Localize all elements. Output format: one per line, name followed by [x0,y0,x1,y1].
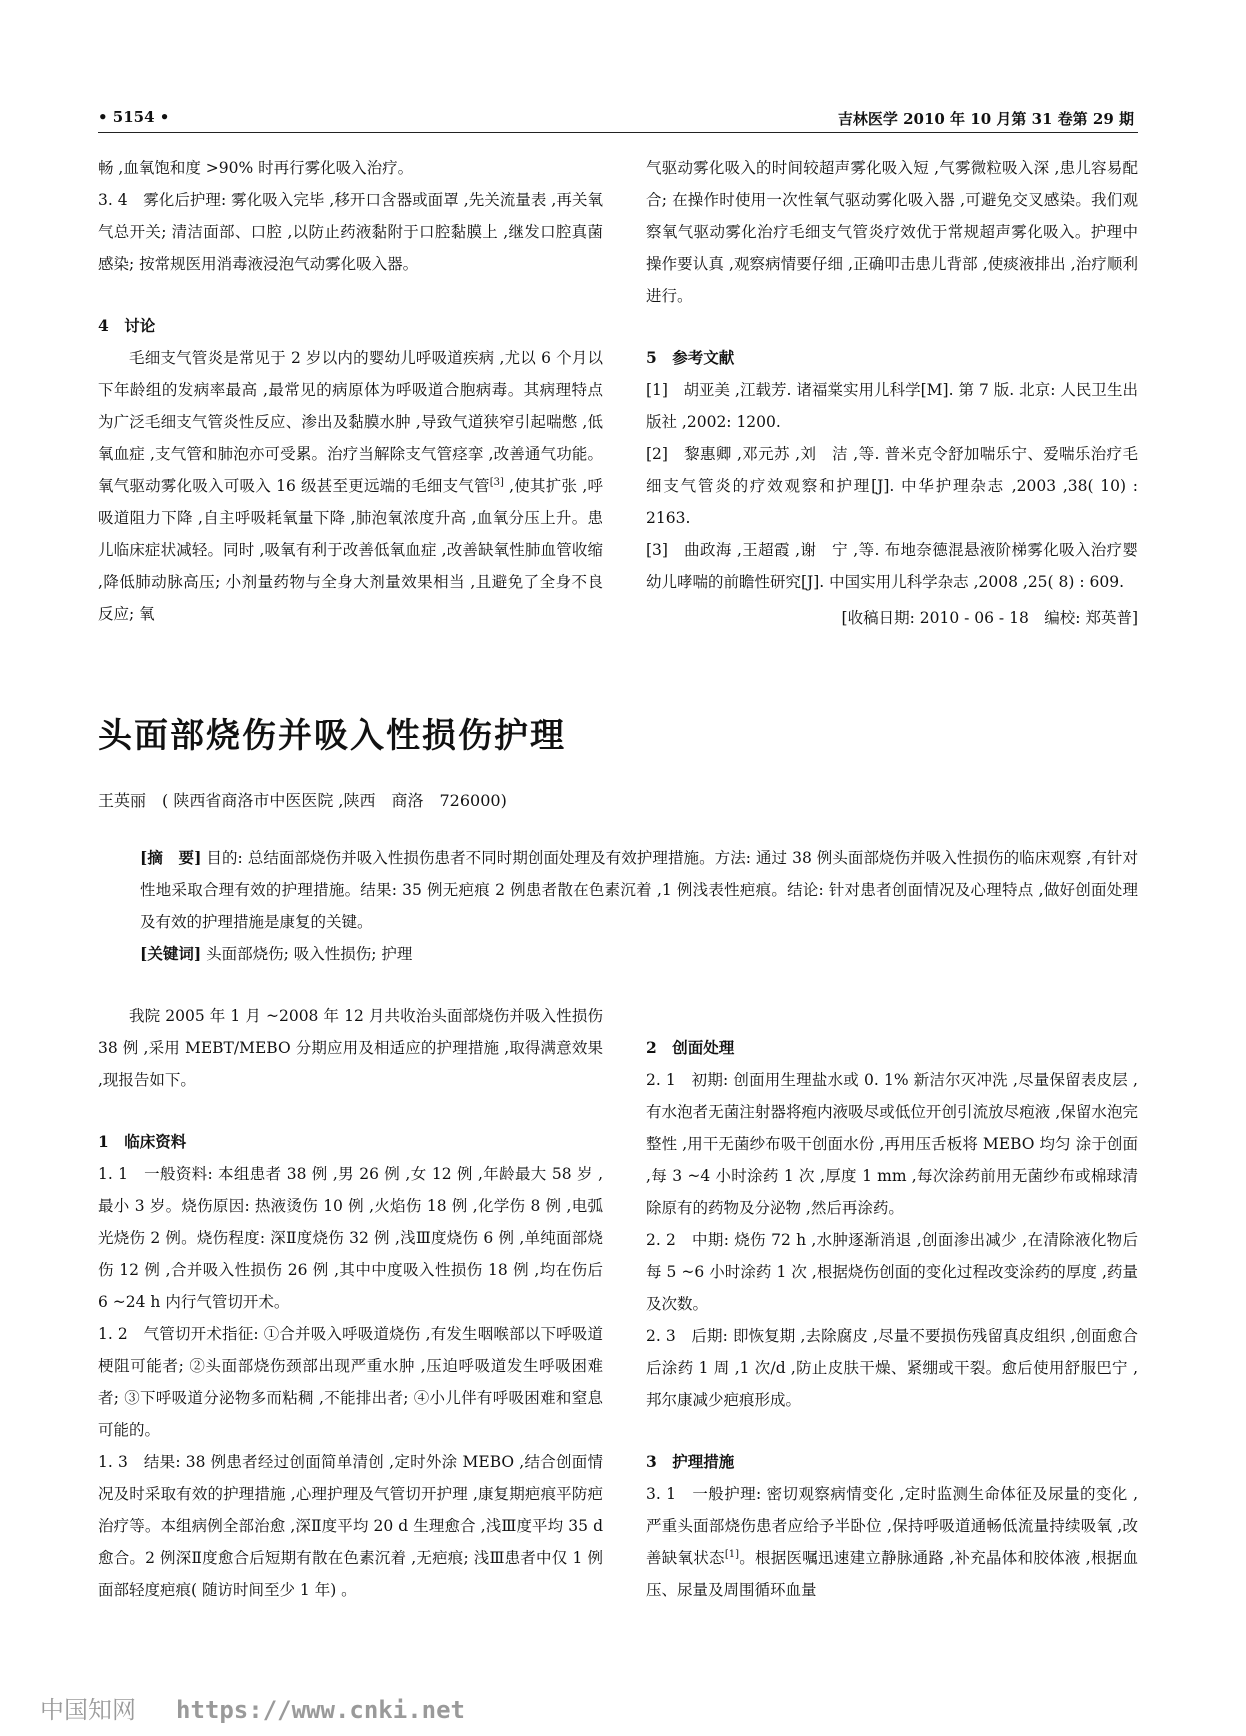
journal-info: 吉林医学 2010 年 10 月第 31 卷第 29 期 [837,110,1134,128]
citation: [1] [724,1548,739,1560]
section-heading: 4 讨论 [98,316,156,335]
reference-item: [1] 胡亚美 ,江载芳. 诸福棠实用儿科学[M]. 第 7 版. 北京: 人民卫生出版社 ,2002: 1200. [646,381,1138,431]
article-authors: 王英丽 ( 陕西省商洛市中医医院 ,陕西 商洛 726000) [98,791,507,810]
article-left-column [98,1000,603,1606]
article-title: 头面部烧伤并吸入性损伤护理 [98,716,566,756]
keywords-label: [关键词] [140,944,202,963]
abstract: [摘 要] 目的: 总结面部烧伤并吸入性损伤患者不同时期创面处理及有效护理措施。方法: 通过 38 例头面部烧伤并吸入性损伤的临床观察 ,有针对性地采取合理有效的护理措施。结果: 35 例无疤痕 2 例患者散在色素沉着 ,1 例浅表性疤痕。结论: 针对患者创面情况及心理特点 ,做好创面处理及有效的护理措施是康复的关键。 [140,848,1138,931]
paragraph: 气驱动雾化吸入的时间较超声雾化吸入短 ,气雾微粒吸入深 ,患儿容易配合; 在操作时使用一次性氧气驱动雾化吸入器 ,可避免交叉感染。我们观察氧气驱动雾化治疗毛细支气管炎疗效优于常规超声雾化吸入。护理中操作要认真 ,观察病情要仔细 ,正确叩击患儿背部 ,使痰液排出 ,治疗顺利进行。 [646,159,1138,305]
paragraph: 畅 ,血氧饱和度 >90% 时再行雾化吸入治疗。 [98,159,414,177]
section-heading: 3 护理措施 [646,1452,735,1471]
section-heading: 1 临床资料 [98,1132,187,1151]
references-heading: 5 参考文献 [646,348,735,367]
paragraph: 1. 2 气管切开术指征: ①合并吸入呼吸道烧伤 ,有发生咽喉部以下呼吸道梗阻可能者; ②头面部烧伤颈部出现严重水肿 ,压迫呼吸道发生呼吸困难者; ③下呼吸道分泌物多而粘稠 ,不能排出者; ④小儿伴有呼吸困难和窒息可能的。 [98,1325,603,1439]
abstract-block [140,842,1138,970]
paragraph: 3. 1 一般护理: 密切观察病情变化 ,定时监测生命体征及尿量的变化 ,严重头面部烧伤患者应给予半卧位 ,保持呼吸道通畅低流量持续吸氧 ,改善缺氧状态[1]。根据医嘱迅速建立静脉通路 ,补充晶体和胶体液 ,根据血压、尿量及周围循环血量 [646,1485,1138,1599]
header-rule [98,132,1138,133]
watermark-site: 中国知网 [40,1696,136,1724]
keywords: [关键词] 头面部烧伤; 吸入性损伤; 护理 [140,944,413,963]
paragraph: 2. 1 初期: 创面用生理盐水或 0. 1% 新洁尔灭冲洗 ,尽量保留表皮层 ,有水泡者无菌注射器将疱内液吸尽或低位开创引流放尽疱液 ,保留水泡完整性 ,用干无菌纱布吸干创面水份 ,再用压舌板将 MEBO 均匀 涂于创面 ,每 3 ~4 小时涂药 1 次 ,厚度 1 mm ,每次涂药前用无菌纱布或棉球清除原有的药物及分泌物 ,然后再涂药。 [646,1071,1138,1217]
prev-article-right-column [646,152,1138,634]
paragraph: 2. 2 中期: 烧伤 72 h ,水肿逐渐消退 ,创面渗出减少 ,在清除液化物后每 5 ~6 小时涂药 1 次 ,根据烧伤创面的变化过程改变涂药的厚度 ,药量及次数。 [646,1231,1138,1313]
watermark-url: https://www.cnki.net [176,1696,465,1724]
paragraph: 毛细支气管炎是常见于 2 岁以内的婴幼儿呼吸道疾病 ,尤以 6 个月以下年龄组的发病率最高 ,最常见的病原体为呼吸道合胞病毒。其病理特点为广泛毛细支气管炎性反应、渗出及黏膜水肿 ,导致气道狭窄引起喘憋 ,低氧血症 ,支气管和肺泡亦可受累。治疗当解除支气管痉挛 ,改善通气功能。氧气驱动雾化吸入可吸入 16 级甚至更远端的毛细支气管[3] ,使其扩张 ,呼吸道阻力下降 ,自主呼吸耗氧量下降 ,肺泡氧浓度升高 ,血氧分压上升。患儿临床症状减轻。同时 ,吸氧有利于改善低氧血症 ,改善缺氧性肺血管收缩 ,降低肺动脉高压; 小剂量药物与全身大剂量效果相当 ,且避免了全身不良反应; 氧 [98,349,603,623]
paragraph: 2. 3 后期: 即恢复期 ,去除腐皮 ,尽量不要损伤残留真皮组织 ,创面愈合后涂药 1 周 ,1 次/d ,防止皮肤干燥、紧绷或干裂。愈后使用舒服巴宁 ,邦尔康减少疤痕形成。 [646,1327,1138,1409]
prev-article-left-column [98,152,603,630]
reference-item: [3] 曲政海 ,王超霞 ,谢 宁 ,等. 布地奈德混悬液阶梯雾化吸入治疗婴幼儿哮喘的前瞻性研究[J]. 中国实用儿科学杂志 ,2008 ,25( 8) : 609. [646,541,1138,591]
section-heading: 2 创面处理 [646,1038,735,1057]
paragraph: 1. 3 结果: 38 例患者经过创面简单清创 ,定时外涂 MEBO ,结合创面情况及时采取有效的护理措施 ,心理护理及气管切开护理 ,康复期疤痕平防疤治疗等。本组病例全部治愈 ,深Ⅱ度平均 20 d 生理愈合 ,浅Ⅲ度平均 35 d 愈合。2 例深Ⅱ度愈合后短期有散在色素沉着 ,无疤痕; 浅Ⅲ患者中仅 1 例面部轻度疤痕( 随访时间至少 1 年) 。 [98,1453,603,1599]
reference-item: [2] 黎惠卿 ,邓元苏 ,刘 洁 ,等. 普米克令舒加喘乐宁、爱喘乐治疗毛细支气管炎的疗效观察和护理[J]. 中华护理杂志 ,2003 ,38( 10) : 2163. [646,445,1138,527]
article-right-column [646,1032,1138,1606]
received-date: [收稿日期: 2010 - 06 - 18 编校: 郑英普] [841,609,1138,627]
paragraph: 3. 4 雾化后护理: 雾化吸入完毕 ,移开口含器或面罩 ,先关流量表 ,再关氧气总开关; 清洁面部、口腔 ,以防止药液黏附于口腔黏膜上 ,继发口腔真菌感染; 按常规医用消毒液浸泡气动雾化吸入器。 [98,191,603,273]
cnki-watermark [40,1690,465,1725]
paragraph: 1. 1 一般资料: 本组患者 38 例 ,男 26 例 ,女 12 例 ,年龄最大 58 岁 ,最小 3 岁。烧伤原因: 热液烫伤 10 例 ,火焰伤 18 例 ,化学伤 8 例 ,电弧光烧伤 2 例。烧伤程度: 深Ⅱ度烧伤 32 例 ,浅Ⅲ度烧伤 6 例 ,单纯面部烧伤 12 例 ,合并吸入性损伤 26 例 ,其中中度吸入性损伤 18 例 ,均在伤后 6 ~24 h 内行气管切开术。 [98,1165,603,1311]
paragraph: 我院 2005 年 1 月 ~2008 年 12 月共收治头面部烧伤并吸入性损伤 38 例 ,采用 MEBT/MEBO 分期应用及相适应的护理措施 ,取得满意效果 ,现报告如下。 [98,1007,603,1089]
abstract-label: [摘 要] [140,848,202,867]
citation: [3] [489,476,504,488]
page-number: • 5154 • [98,108,170,126]
